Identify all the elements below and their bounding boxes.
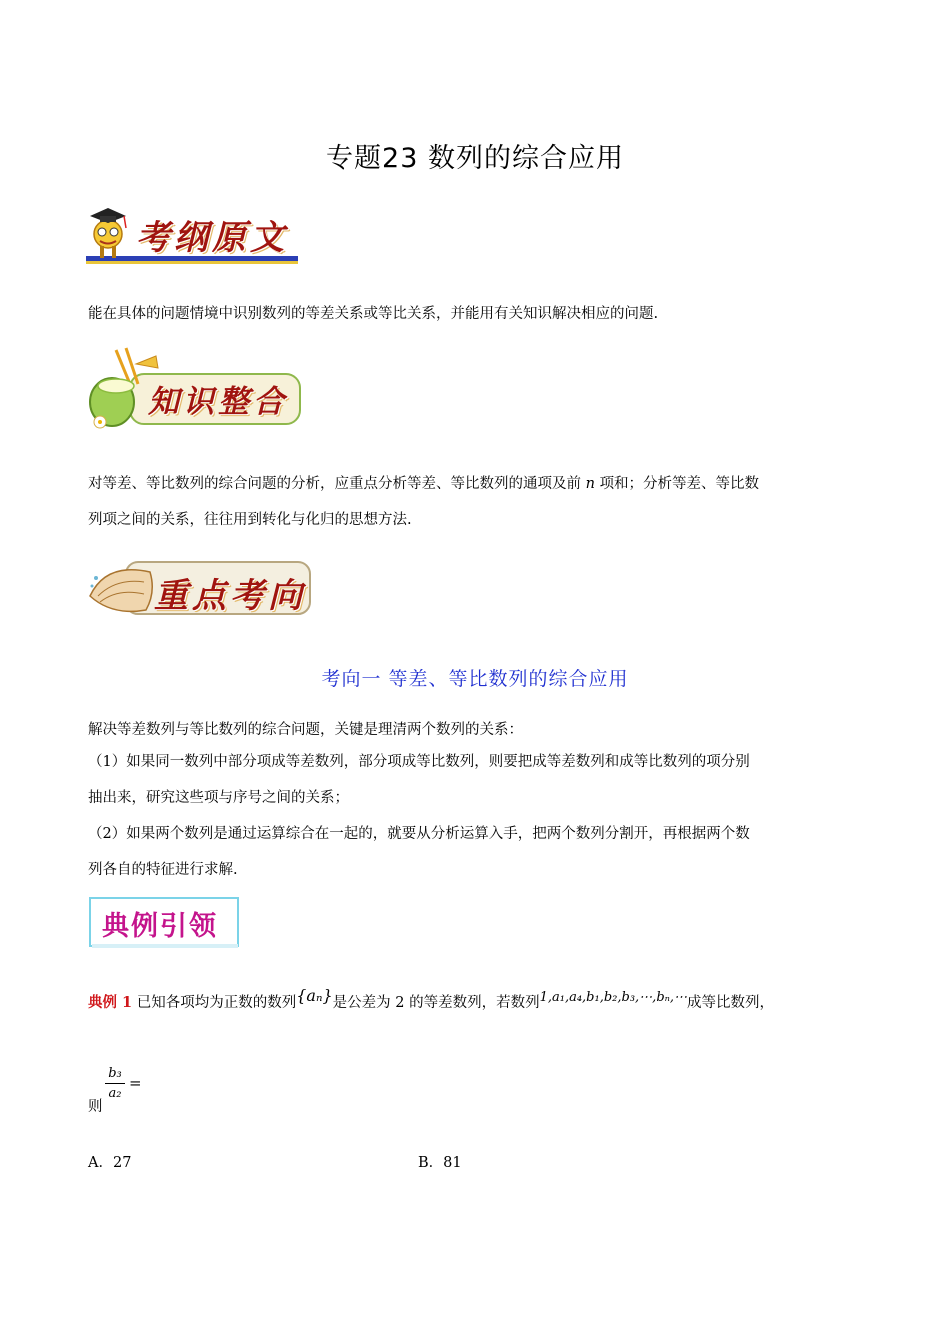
sequence-set: {aₙ} (296, 986, 333, 1005)
banner-dianli-text: 典例引领 (102, 911, 218, 942)
example-1 (88, 988, 888, 1018)
zhishi-paragraph-line1 (88, 466, 864, 502)
option-b: B．81 (418, 1155, 462, 1171)
zhishi-text-b: 项和；分析等差、等比数 (599, 476, 760, 492)
fraction-numerator: b₃ (108, 1066, 122, 1081)
fraction-bar (105, 1083, 125, 1084)
equals-sign: = (129, 1074, 142, 1092)
banner-zhishi-text: 知识整合 (148, 384, 288, 420)
kaogang-paragraph: 能在具体的问题情境中识别数列的等差关系或等比关系，并能用有关知识解决相应的问题. (88, 306, 659, 322)
banner-dianli (88, 896, 240, 950)
banner-zhishi (86, 346, 302, 432)
banner-kaogang (86, 196, 300, 268)
zhishi-text-a: 对等差、等比数列的综合问题的分析，应重点分析等差、等比数列的通项及前 (88, 476, 581, 492)
point1-line1: （1）如果同一数列中部分项成等差数列，部分项成等比数列，则要把成等差数列和成等比数列的项分别 (88, 754, 750, 770)
point2-line1: （2）如果两个数列是通过运算综合在一起的，就要从分析运算入手，把两个数列分割开，再根据两个数 (88, 826, 750, 842)
fraction (105, 1066, 125, 1101)
example-text-c: 成等比数列， (687, 995, 775, 1011)
point1-line2: 抽出来，研究这些项与序号之间的关系； (88, 790, 349, 806)
example-text-b: 是公差为 2 的等差数列，若数列 (332, 995, 540, 1011)
zhishi-paragraph-line2: 列项之间的关系，往往用到转化与化归的思想方法. (88, 512, 412, 528)
point2-line2: 列各自的特征进行求解. (88, 862, 238, 878)
zhishi-n: n (585, 476, 595, 492)
sequence-terms: 1,a₁,a₄,b₁,b₂,b₃,⋯,bₙ,⋯ (539, 990, 688, 1005)
banner-kaogang-text: 考纲原文 (136, 218, 288, 258)
fraction-denominator: a₂ (108, 1086, 122, 1101)
example-text-a: 已知各项均为正数的数列 (136, 995, 297, 1011)
page-title: 专题23 数列的综合应用 (326, 143, 624, 174)
banner-zhongdian (86, 556, 312, 622)
option-a: A．27 (88, 1155, 132, 1171)
intro-paragraph: 解决等差数列与等比数列的综合问题，关键是理清两个数列的关系： (88, 722, 523, 738)
example-label: 典例 1 (88, 994, 133, 1011)
ze-label: 则 (88, 1099, 103, 1115)
banner-zhongdian-text: 重点考向 (154, 576, 306, 616)
section-title: 考向一 等差、等比数列的综合应用 (321, 668, 629, 690)
